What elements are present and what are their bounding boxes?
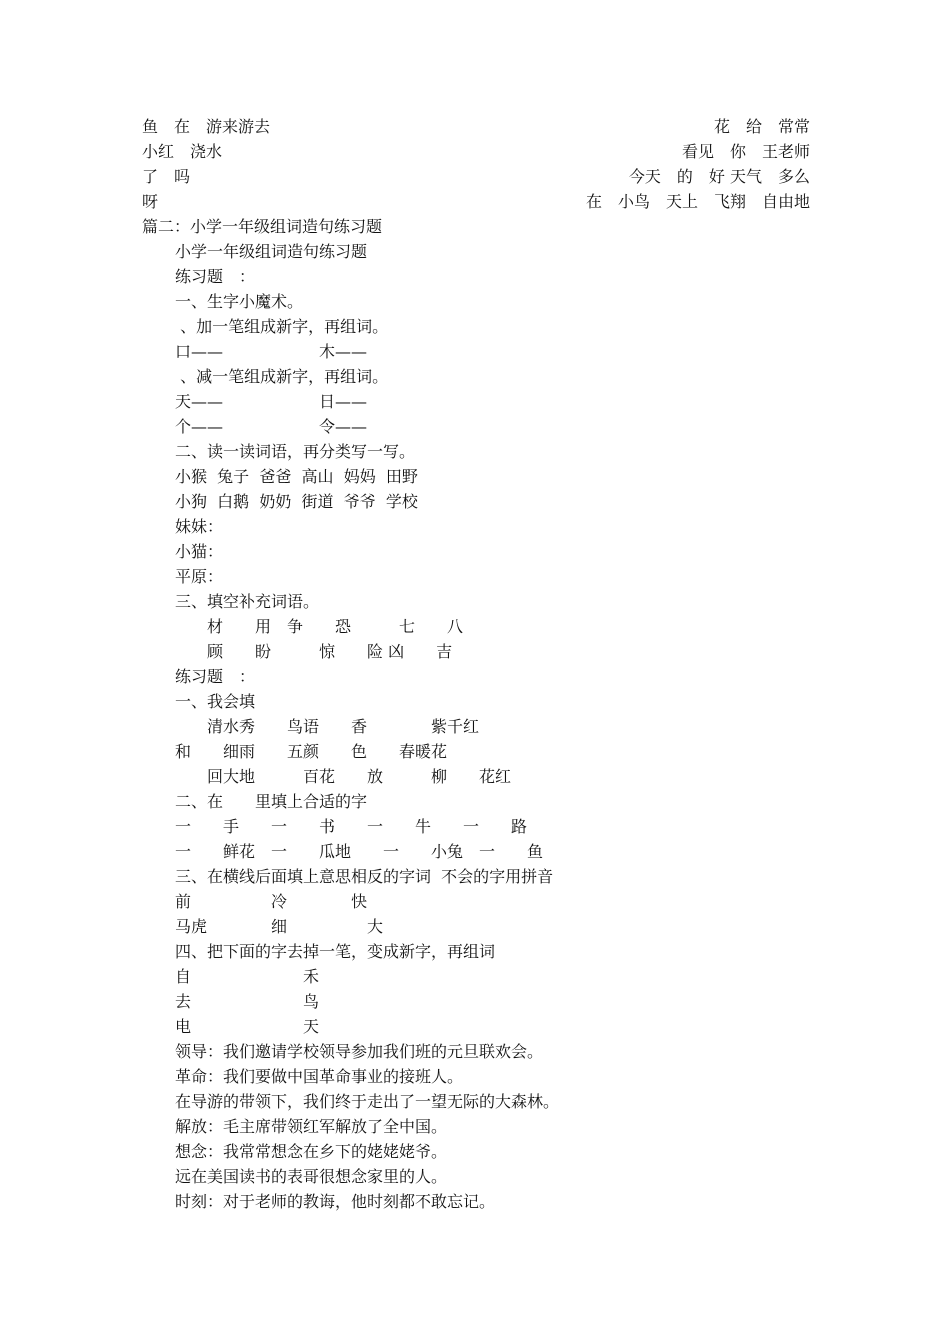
exercise-heading: 练习题 ： — [175, 267, 256, 286]
sentence-line: 在导游的带领下，我们终于走出了一望无际的大森林。 — [175, 1092, 560, 1111]
exercise-line: 电 天 — [175, 1017, 320, 1036]
exercise-line: 前 冷 快 — [175, 892, 368, 911]
exercise-line: 自 禾 — [175, 967, 320, 986]
category-line: 妹妹： — [175, 517, 224, 536]
word-list: 小狗 白鹅 奶奶 街道 爷爷 学校 — [175, 492, 418, 511]
question-heading: 三、填空补充词语。 — [175, 592, 320, 611]
exercise-line: 和 细雨 五颜 色 春暖花 — [175, 742, 448, 761]
top-row-left-2: 小红 浇水 — [142, 142, 223, 161]
sub-instruction: 、加一笔组成新字，再组词。 — [175, 317, 389, 336]
question-heading: 三、在横线后面填上意思相反的字词 不会的字用拼音 — [175, 867, 554, 886]
top-row-left-1: 鱼 在 游来游去 — [142, 117, 271, 136]
question-heading: 一、我会填 — [175, 692, 256, 711]
question-heading: 一、生字小魔术。 — [175, 292, 304, 311]
exercise-line: 个—— 令—— — [175, 417, 368, 436]
doc-title: 小学一年级组词造句练习题 — [175, 242, 368, 261]
exercise-line: 一 鲜花 一 瓜地 一 小兔 一 鱼 — [175, 842, 544, 861]
exercise-line: 去 鸟 — [175, 992, 320, 1011]
sentence-line: 革命：我们要做中国革命事业的接班人。 — [175, 1067, 464, 1086]
exercise-line: 马虎 细 大 — [175, 917, 384, 936]
question-heading: 四、把下面的字去掉一笔，变成新字，再组词 — [175, 942, 496, 961]
top-row-right-2: 看见 你 王老师 — [681, 142, 810, 161]
exercise-line: 口—— 木—— — [175, 342, 368, 361]
category-line: 小猫： — [175, 542, 224, 561]
top-row-left-3: 了 吗 — [142, 167, 191, 186]
exercise-line: 顾 盼 惊 险 凶 吉 — [175, 642, 453, 661]
sentence-line: 时刻：对于老师的教诲，他时刻都不敢忘记。 — [175, 1192, 496, 1211]
question-heading: 二、在 里填上合适的字 — [175, 792, 368, 811]
exercise-line: 清水秀 鸟语 香 紫千红 — [175, 717, 480, 736]
exercise-heading: 练习题 ： — [175, 667, 256, 686]
sentence-line: 想念：我常常想念在乡下的姥姥姥爷。 — [175, 1142, 448, 1161]
section-heading: 篇二：小学一年级组词造句练习题 — [142, 217, 383, 236]
exercise-line: 天—— 日—— — [175, 392, 368, 411]
sentence-line: 领导：我们邀请学校领导参加我们班的元旦联欢会。 — [175, 1042, 544, 1061]
sentence-line: 远在美国读书的表哥很想念家里的人。 — [175, 1167, 448, 1186]
exercise-line: 回大地 百花 放 柳 花红 — [175, 767, 512, 786]
word-list: 小猴 兔子 爸爸 高山 妈妈 田野 — [175, 467, 418, 486]
category-line: 平原： — [175, 567, 224, 586]
top-row-left-4: 呀 — [142, 192, 159, 211]
top-row-right-1: 花 给 常常 — [713, 117, 810, 136]
exercise-line: 一 手 一 书 一 牛 一 路 — [175, 817, 528, 836]
sentence-line: 解放：毛主席带领红军解放了全中国。 — [175, 1117, 448, 1136]
exercise-line: 材 用 争 恐 七 八 — [175, 617, 464, 636]
question-heading: 二、读一读词语，再分类写一写。 — [175, 442, 416, 461]
sub-instruction: 、减一笔组成新字，再组词。 — [175, 367, 389, 386]
top-row-right-4: 在 小鸟 天上 飞翔 自由地 — [585, 192, 810, 211]
top-row-right-3: 今天 的 好 天气 多么 — [628, 167, 810, 186]
